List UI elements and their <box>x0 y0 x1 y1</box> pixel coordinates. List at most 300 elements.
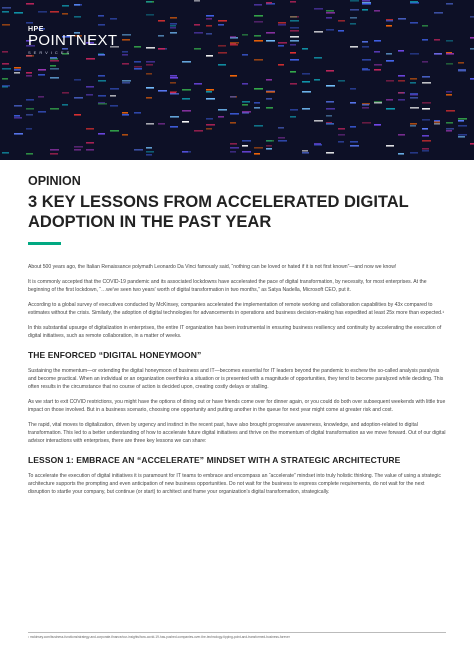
hero-dash <box>50 11 59 13</box>
hero-dash <box>242 140 251 142</box>
hero-dash <box>206 89 214 91</box>
hero-dash <box>338 20 345 22</box>
hero-dash <box>278 140 287 142</box>
hero-dash <box>2 68 11 70</box>
hero-dash <box>266 90 275 92</box>
hero-dash <box>302 48 308 50</box>
hero-dash <box>122 114 129 116</box>
hero-dash <box>230 122 236 124</box>
hero-dash <box>26 153 33 155</box>
brand-company: HPE <box>28 26 44 33</box>
hero-dash <box>62 92 69 94</box>
hero-dash <box>326 108 335 110</box>
hero-dash <box>410 82 416 84</box>
hero-dash <box>110 130 119 132</box>
hero-dash <box>362 0 370 2</box>
hero-dash <box>350 88 356 90</box>
hero-dash <box>146 14 154 16</box>
hero-dash <box>290 40 299 42</box>
hero-dash <box>254 102 260 104</box>
hero-dash <box>2 11 9 13</box>
hero-dash <box>254 125 263 127</box>
hero-dash <box>158 90 167 92</box>
hero-dash <box>266 32 275 34</box>
hero-dash <box>2 152 9 154</box>
hero-dash <box>302 152 309 154</box>
hero-dash <box>98 80 106 82</box>
hero-dash <box>422 140 431 142</box>
hero-dash <box>350 145 359 147</box>
hero-dash <box>170 91 177 93</box>
article-kicker: OPINION <box>28 174 81 188</box>
hero-dash <box>14 72 20 74</box>
hero-dash <box>374 64 382 66</box>
hero-dash <box>362 3 371 5</box>
hero-dash <box>314 31 323 33</box>
hero-dash <box>290 36 299 38</box>
hero-dash <box>398 99 405 101</box>
hero-dash <box>446 53 454 55</box>
hero-dash <box>134 66 142 68</box>
hero-dash <box>254 88 263 90</box>
hero-dash <box>122 51 128 53</box>
hero-dash <box>50 60 59 62</box>
hero-dash <box>254 107 260 109</box>
hero-dash <box>134 61 141 63</box>
hero-dash <box>62 5 69 7</box>
hero-dash <box>50 153 58 155</box>
hero-dash <box>170 32 177 34</box>
hero-dash <box>278 137 285 139</box>
hero-dash <box>218 109 227 111</box>
hero-dash <box>302 73 310 75</box>
hero-dash <box>170 27 176 29</box>
hero-dash <box>422 76 430 78</box>
hero-dash <box>74 4 82 6</box>
hero-dash <box>206 55 213 57</box>
hero-dash <box>230 113 239 115</box>
hero-dash <box>218 116 224 118</box>
hero-dash <box>422 135 429 137</box>
hero-dash <box>86 128 94 130</box>
hero-dash <box>218 64 226 66</box>
hero-dash <box>326 123 334 125</box>
hero-dash <box>410 97 418 99</box>
hero-dash <box>230 143 237 145</box>
brand-tagline: SERVICES <box>28 50 73 55</box>
hero-dash <box>398 18 406 20</box>
hero-dash <box>26 72 32 74</box>
hero-dash <box>98 95 106 97</box>
hero-dash <box>62 13 68 15</box>
hero-dash <box>326 115 332 117</box>
hero-dash <box>170 116 179 118</box>
hero-dash <box>98 103 107 105</box>
hero-dash <box>2 63 9 65</box>
hero-dash <box>218 52 227 54</box>
hero-dash <box>194 83 202 85</box>
hero-dash <box>230 75 237 77</box>
hero-dash <box>86 149 94 151</box>
hero-dash <box>374 69 381 71</box>
hero-dash <box>470 143 474 145</box>
hero-dash <box>254 4 262 6</box>
hero-dash <box>230 96 236 98</box>
hero-dash <box>422 61 428 63</box>
hero-dash <box>170 25 176 27</box>
intro-paragraph: According to a global survey of executives conducted by McKinsey, companies accelerated the implementation of remote working and collaboration capabilities by 43x compared to estimates without the crisis. Similarly, the adoption of digital technologies for advancements in operations and business decision-making has expedited at least 25x more than expected.¹ <box>28 302 445 316</box>
hero-dash <box>422 108 430 110</box>
hero-dash <box>446 94 452 96</box>
hero-dash <box>374 124 381 126</box>
hero-dash <box>26 3 34 5</box>
hero-dash <box>146 123 154 125</box>
hero-dash <box>398 134 405 136</box>
hero-dash <box>170 77 178 79</box>
hero-dash <box>218 24 224 26</box>
hero-dash <box>170 17 177 19</box>
hero-dash <box>314 8 323 10</box>
hero-dash <box>350 126 356 128</box>
hero-dash <box>422 150 429 152</box>
hero-dash <box>362 9 368 11</box>
hero-dash <box>386 145 394 147</box>
brand-product: POINTNEXT <box>28 32 118 49</box>
hero-dash <box>242 145 248 147</box>
hero-dash <box>122 34 131 36</box>
hero-dash <box>194 130 203 132</box>
hero-dash <box>254 15 263 17</box>
hero-dash <box>230 147 239 149</box>
hero-dash <box>206 128 212 130</box>
hero-dash <box>242 111 251 113</box>
hero-dash <box>206 118 213 120</box>
hero-dash <box>434 53 442 55</box>
hero-dash <box>350 23 356 25</box>
hero-dash <box>74 149 81 151</box>
hero-dash <box>158 123 165 125</box>
hero-dash <box>326 17 332 19</box>
hero-dash <box>26 114 33 116</box>
hero-dash <box>182 98 190 100</box>
hero-dash <box>422 102 431 104</box>
hero-dash <box>122 63 129 65</box>
hero-dash <box>398 92 404 94</box>
hero-dash <box>182 110 191 112</box>
hero-dash <box>38 69 46 71</box>
hero-dash <box>146 61 155 63</box>
hero-dash <box>326 152 334 154</box>
hero-dash <box>38 111 46 113</box>
footnote: ¹ mckinsey.com/business-functions/strategy-and-corporate-finance/our-insights/how-covid-19-has-pushed-companies-over-the-technology-tipping-point-and-transformed-business-forever <box>28 632 446 639</box>
hero-dash <box>74 79 81 81</box>
hero-dash <box>410 22 418 24</box>
hero-dash <box>410 123 417 125</box>
hero-dash <box>134 149 143 151</box>
hero-dash <box>434 120 440 122</box>
hero-dash <box>326 70 334 72</box>
hero-dash <box>254 35 261 37</box>
hero-dash <box>2 51 8 53</box>
hero-dash <box>26 75 32 77</box>
hero-dash <box>230 36 236 38</box>
hero-dash <box>302 91 311 93</box>
hero-dash <box>410 78 417 80</box>
hero-dash <box>266 2 272 4</box>
hero-dash <box>338 141 344 143</box>
hero-dash <box>410 53 419 55</box>
hero-dash <box>122 112 128 114</box>
hero-dash <box>350 102 356 104</box>
hero-dash <box>14 115 20 117</box>
hero-dash <box>350 141 358 143</box>
section-heading: LESSON 1: EMBRACE AN “ACCELERATE” MINDSET WITH A STRATEGIC ARCHITECTURE <box>28 455 401 465</box>
section-heading: THE ENFORCED “DIGITAL HONEYMOON” <box>28 350 202 360</box>
hero-dash <box>458 70 466 72</box>
hero-dash <box>338 80 345 82</box>
hero-dash <box>410 1 418 3</box>
hero-dash <box>362 41 368 43</box>
hero-dash <box>446 91 452 93</box>
hero-dash <box>50 57 57 59</box>
hero-dash <box>422 25 428 27</box>
hero-dash <box>266 145 272 147</box>
hero-dash <box>290 16 299 18</box>
hero-dash <box>290 59 299 61</box>
hero-dash <box>206 91 212 93</box>
hero-dash <box>386 25 392 27</box>
hero-dash <box>422 128 428 130</box>
hero-dash <box>290 1 296 3</box>
hero-dash <box>458 118 467 120</box>
hero-dash <box>386 53 392 55</box>
hero-dash <box>434 123 440 125</box>
hero-dash <box>110 18 117 20</box>
hero-dash <box>398 153 404 155</box>
hero-dash <box>278 127 284 129</box>
hero-dash <box>422 119 430 121</box>
hero-dash <box>50 68 59 70</box>
hero-dash <box>146 1 152 3</box>
hero-dash <box>38 11 47 13</box>
hero-dash <box>194 48 201 50</box>
hero-dash <box>2 7 11 9</box>
hero-dash <box>98 133 105 135</box>
intro-paragraph: It is commonly accepted that the COVID-19 pandemic and its associated lockdowns have accelerated the pace of digital transformation, by necessity, for most enterprises. At the beginning of the first lockdown, “…we've seen two years' worth of digital transformation in two months,” as Satya Nadella, Microsoft CEO, put it. <box>28 279 427 293</box>
hero-dash <box>218 45 226 47</box>
hero-dash <box>170 75 177 77</box>
hero-dash <box>182 61 191 63</box>
hero-dash <box>14 12 23 14</box>
hero-dash <box>110 88 119 90</box>
hero-dash <box>446 3 453 5</box>
hero-dash <box>266 140 274 142</box>
hero-dash <box>146 87 154 89</box>
digital-bars-graphic <box>0 0 474 160</box>
hero-dash <box>182 151 191 153</box>
hero-dash <box>422 39 428 41</box>
hero-dash <box>350 17 357 19</box>
hero-dash <box>194 24 200 26</box>
hero-dash <box>326 85 335 87</box>
hero-dash <box>470 16 474 18</box>
hero-dash <box>458 136 465 138</box>
hero-dash <box>50 108 59 110</box>
hero-dash <box>422 148 429 150</box>
hero-dash <box>26 108 34 110</box>
hero-dash <box>386 108 395 110</box>
hero-dash <box>110 105 118 107</box>
hero-dash <box>98 15 104 17</box>
hero-dash <box>338 128 345 130</box>
hero-dash <box>446 63 453 65</box>
hero-dash <box>146 47 155 49</box>
hero-dash <box>242 34 248 36</box>
hero-dash <box>278 24 286 26</box>
hero-dash <box>386 60 394 62</box>
hero-dash <box>146 154 152 156</box>
hero-dash <box>470 78 474 80</box>
hero-dash <box>206 15 214 17</box>
hero-dash <box>458 120 464 122</box>
hero-dash <box>374 10 380 12</box>
hero-dash <box>122 82 130 84</box>
hero-dash <box>2 85 10 87</box>
hero-dash <box>386 99 393 101</box>
article-title: 3 KEY LESSONS FROM ACCELERATED DIGITAL ADOPTION IN THE PAST YEAR <box>28 193 409 231</box>
hero-dash <box>26 99 34 101</box>
hero-dash <box>86 142 94 144</box>
hero-banner <box>0 0 474 160</box>
hero-dash <box>338 30 344 32</box>
hero-dash <box>350 9 359 11</box>
hero-dash <box>314 79 320 81</box>
hero-dash <box>374 40 381 42</box>
hero-dash <box>14 133 23 135</box>
hero-dash <box>158 48 165 50</box>
hero-dash <box>326 10 334 12</box>
hero-dash <box>410 152 418 154</box>
hero-dash <box>278 42 287 44</box>
hero-dash <box>326 29 334 31</box>
section-paragraph: Sustaining the momentum—or extending the digital honeymoon of business and IT—becomes essential for IT leaders beyond the pandemic to eschew the so-called analysis paralysis and become practical. When an individual or an organization overthinks a situation or is presented with a magnitude of opportunities, they tend to become paralyzed while deciding. This often results in the circumstance that no course of action is decided upon, creating costly delays or stalling. <box>28 368 444 390</box>
hero-dash <box>290 44 296 46</box>
hero-dash <box>170 82 176 84</box>
hero-dash <box>410 125 416 127</box>
section-paragraph: The rapid, vital moves to digitalization, driven by urgency and instinct in the recent past, have also brought progressive awareness, knowledge, and adoption-related to digital transformation. This led to a better understanding of how to accelerate future digital initiatives and thrive on the momentum of digital transformation as we move forward. Out of our digital advisor interactions with enterprises, there are three key lessons we can share: <box>28 422 446 444</box>
hero-dash <box>134 46 141 48</box>
hero-dash <box>398 50 404 52</box>
hero-dash <box>446 130 452 132</box>
hero-dash <box>158 20 165 22</box>
hero-dash <box>266 98 272 100</box>
hero-dash <box>206 33 212 35</box>
hero-dash <box>14 105 22 107</box>
hero-dash <box>434 12 443 14</box>
hero-dash <box>290 20 299 22</box>
hero-dash <box>290 116 296 118</box>
hero-dash <box>86 58 95 60</box>
hero-dash <box>146 64 153 66</box>
section-paragraph: As we start to exit COVID restrictions, you might have the options of dining out or have friends come over for dinner again, or you could do both over subsequent weekends with little true impact on those involved. But in a business scenario, choosing one opportunity and putting another in the queue for next year might come at greater risk and cost. <box>28 399 446 413</box>
hero-dash <box>110 95 116 97</box>
hero-dash <box>362 59 371 61</box>
hero-dash <box>182 89 191 91</box>
hero-dash <box>398 75 405 77</box>
hero-dash <box>2 24 10 26</box>
hero-dash <box>146 97 152 99</box>
hero-dash <box>26 22 33 24</box>
hero-dash <box>458 62 464 64</box>
hero-dash <box>254 59 263 61</box>
hero-dash <box>386 20 393 22</box>
hero-dash <box>278 64 284 66</box>
hero-dash <box>254 40 263 42</box>
hero-dash <box>194 32 203 34</box>
hero-dash <box>278 22 286 24</box>
brand-logo <box>28 26 117 55</box>
intro-paragraph: About 500 years ago, the Italian Renaissance polymath Leonardo Da Vinci famously said, “nothing can be loved or hated if it is not first known”—and now we know! <box>28 264 397 270</box>
hero-dash <box>302 150 308 152</box>
hero-dash <box>362 122 371 124</box>
hero-dash <box>206 18 212 20</box>
hero-dash <box>2 78 8 80</box>
hero-dash <box>458 134 467 136</box>
hero-dash <box>314 120 323 122</box>
hero-dash <box>458 125 467 127</box>
hero-dash <box>170 93 179 95</box>
hero-dash <box>122 54 128 56</box>
section-paragraph: To accelerate the execution of digital initiatives it is paramount for IT teams to embrace and encompass an “accelerate” mindset into truly holistic thinking. The value of using a strategic architecture supports the prompting and even anticipation of new business opportunities. Do not wait for the business to express complete requirements, do not wait for the next disruption to startle your company, but continue (or start) to architect and frame your organization's digital transformation, strategically. <box>28 473 441 495</box>
hero-dash <box>374 51 380 53</box>
hero-dash <box>266 107 273 109</box>
hero-dash <box>50 65 56 67</box>
hero-dash <box>62 104 68 106</box>
hero-dash <box>242 83 248 85</box>
hero-dash <box>86 86 94 88</box>
hero-dash <box>410 94 418 96</box>
hero-dash <box>230 151 236 153</box>
hero-dash <box>170 23 177 25</box>
hero-dash <box>218 20 227 22</box>
hero-dash <box>266 79 272 81</box>
hero-dash <box>74 97 83 99</box>
hero-dash <box>170 126 178 128</box>
hero-dash <box>182 121 189 123</box>
hero-dash <box>254 147 263 149</box>
hero-dash <box>302 81 310 83</box>
hero-dash <box>122 134 128 136</box>
hero-dash <box>350 46 358 48</box>
article-body <box>28 170 446 503</box>
hero-dash <box>314 57 322 59</box>
hero-dash <box>446 122 453 124</box>
hero-dash <box>134 112 141 114</box>
hero-dash <box>290 27 299 29</box>
hero-dash <box>122 39 130 41</box>
hero-dash <box>362 68 368 70</box>
hero-dash <box>386 80 394 82</box>
hero-dash <box>14 117 22 119</box>
hero-dash <box>314 143 321 145</box>
hero-dash <box>266 40 275 42</box>
hero-dash <box>50 149 59 151</box>
hero-dash <box>470 48 474 50</box>
hero-dash <box>254 21 263 23</box>
hero-dash <box>290 109 298 111</box>
hero-dash <box>326 12 335 14</box>
hero-dash <box>158 35 164 37</box>
